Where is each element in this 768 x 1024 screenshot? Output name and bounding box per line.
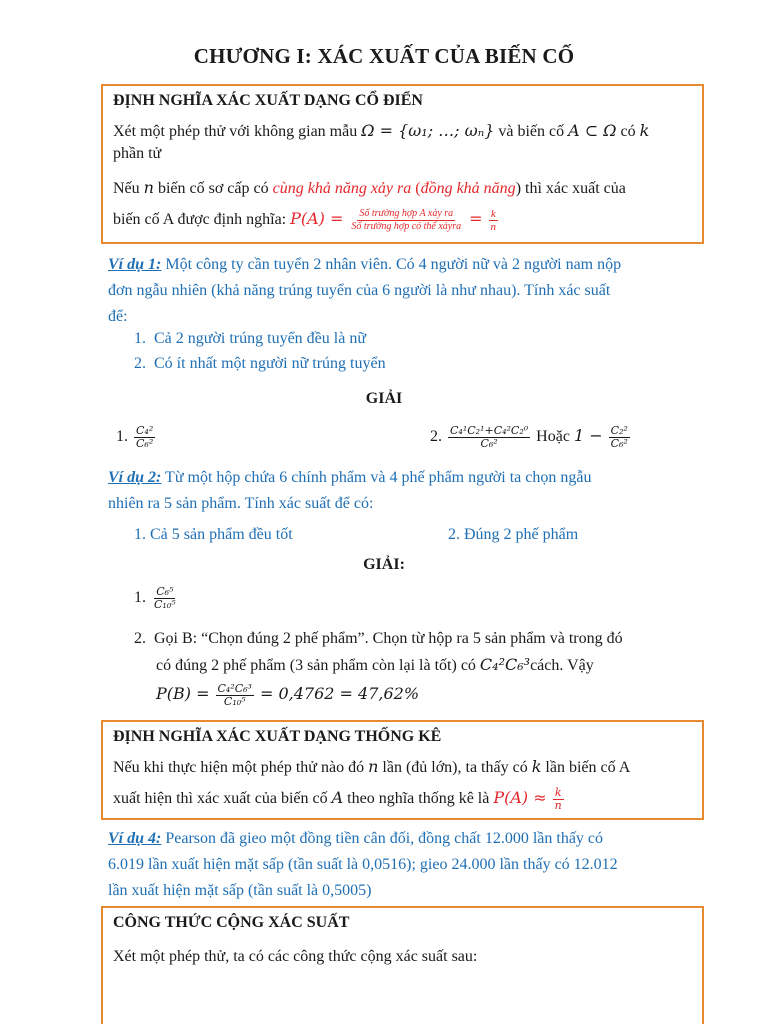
example2-label: Ví dụ 2: — [108, 469, 162, 486]
example2-solution-title: GIẢI: — [363, 556, 405, 573]
classic-definition-line1: Xét một phép thử với không gian mẫu Ω = {ω₁; …; ωₙ} và biến cố A ⊂ Ω có k — [113, 121, 650, 140]
example4-text: Ví dụ 4: Pearson đã gieo một đồng tiền cân đối, đồng chất 12.000 lần thấy có 6.019 lần xuất hiện mặt sấp (tần suất là 0,0516); gieo 24.000 lần thấy có 12.012 lần xuất hiện mặt sấp (tần suất là 0,5005) — [108, 830, 618, 899]
classic-definition-line3: biến cố A được định nghĩa: P(A) = $\frac{\text{Số trường hợp A xảy ra}}{\text{Số trường hợp có thể xảyra}}$ = $\frac{k}{n}$ — [113, 207, 497, 233]
example2-solution-2: 2. Gọi B: “Chọn đúng 2 phế phẩm”. Chọn từ hộp ra 5 sản phẩm và trong đó có đúng 2 phế phẩm (3 sản phẩm còn lại là tốt) có C₄²C₆³cách. Vậy P(B) = $\frac{\text{C₄²C₆³}}{\text{C₁₀⁵}}$ = 0,4762 = 47,62% — [134, 626, 704, 708]
statistical-formula: P(A) ≈ — [493, 788, 547, 807]
classic-definition-line2: Nếu n biến cố sơ cấp có cùng khả năng xảy ra (đồng khả năng) thì xác xuất của — [113, 178, 626, 197]
addition-formula-box — [101, 906, 704, 1024]
example2-item-2: 2. Đúng 2 phế phẩm — [448, 526, 579, 543]
classic-definition-line1b: phần tử — [113, 145, 162, 162]
example1-solution-1: 1. $\frac{\text{C₄²}}{\text{C₆²}}$ — [116, 424, 154, 450]
classic-definition-box — [101, 84, 704, 244]
example1-item-2: 2. Có ít nhất một người nữ trúng tuyển — [134, 355, 386, 372]
classic-formula-lhs: P(A) = — [290, 209, 344, 228]
statistical-definition-line1: Nếu khi thực hiện một phép thử nào đó n lần (đủ lớn), ta thấy có k lần biến cố A — [113, 757, 631, 776]
addition-formula-title: CÔNG THỨC CỘNG XÁC SUẤT — [113, 914, 350, 931]
example2-solution-1: 1. $\frac{\text{C₆⁵}}{\text{C₁₀⁵}}$ — [134, 585, 176, 611]
example2-result: P(B) = $\frac{\text{C₄²C₆³}}{\text{C₁₀⁵}}$ = 0,4762 = 47,62% — [156, 681, 420, 708]
example1-item-1: 1. Cả 2 người trúng tuyển đều là nữ — [134, 330, 366, 347]
classic-formula-kn: $\frac{k}{n}$ — [490, 207, 497, 233]
statistical-definition-title: ĐỊNH NGHĨA XÁC XUẤT DẠNG THỐNG KÊ — [113, 728, 442, 745]
example2-item-1: 1. Cả 5 sản phẩm đều tốt — [134, 526, 293, 543]
classic-formula-fraction: $\frac{\text{Số trường hợp A xảy ra}}{\text{Số trường hợp có thể xảyra}}$ — [351, 207, 462, 232]
example2-text: Ví dụ 2: Từ một hộp chứa 6 chính phẩm và 4 phế phẩm người ta chọn ngẫu nhiên ra 5 sản phẩm. Tính xác suất để có: — [108, 469, 592, 512]
classic-definition-title: ĐỊNH NGHĨA XÁC XUẤT DẠNG CỔ ĐIỂN — [113, 92, 423, 109]
example1-label: Ví dụ 1: — [108, 256, 162, 273]
example1-solution-2: 2. $\frac{\text{C₄¹C₂¹+C₄²C₂⁰}}{\text{C₆²}}$ Hoặc 1 − $\frac{\text{C₂²}}{\text{C₆²}}$ — [430, 424, 628, 450]
chapter-title: CHƯƠNG I: XÁC XUẤT CỦA BIẾN CỐ — [193, 44, 575, 68]
example4-label: Ví dụ 4: — [108, 830, 162, 847]
example1-text: Ví dụ 1: Một công ty cần tuyển 2 nhân viên. Có 4 người nữ và 2 người nam nộp đơn ngẫu nhiên (khả năng trúng tuyển của 6 người là như nhau). Tính xác suất để: — [108, 256, 622, 325]
example1-solution-title: GIẢI — [365, 390, 403, 407]
statistical-definition-box — [101, 720, 704, 820]
statistical-definition-line2: xuất hiện thì xác xuất của biến cố A theo nghĩa thống kê là P(A) ≈ $\frac{k}{n}$ — [113, 785, 562, 812]
addition-formula-line1: Xét một phép thử, ta có các công thức cộng xác suất sau: — [113, 948, 478, 965]
